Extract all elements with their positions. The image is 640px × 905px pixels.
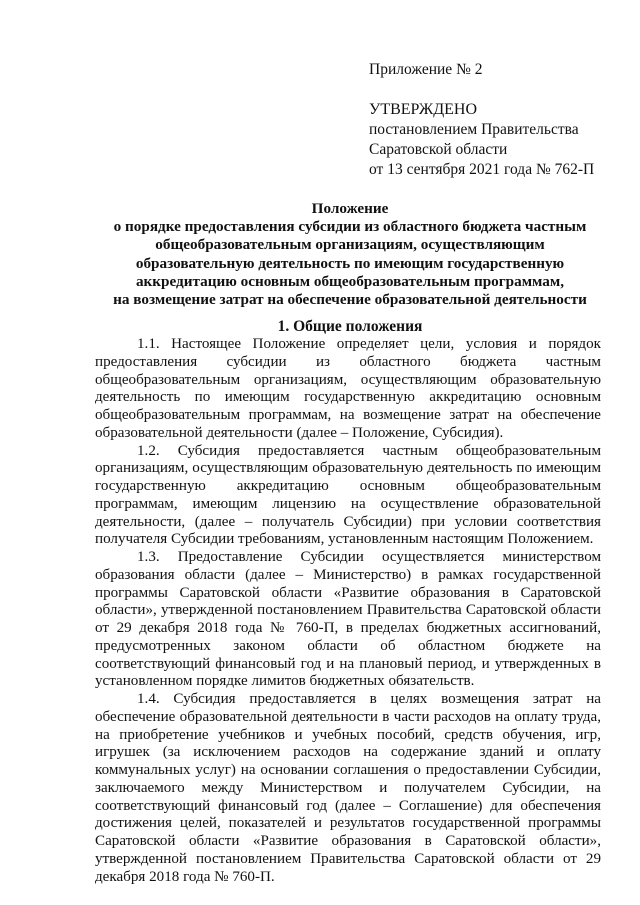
paragraph-1-4: 1.4. Субсидия предоставляется в целях возмещения затрат на обеспечение образовательной деятельности в части расходов на оплату труда, на приобретение учебников и учебных пособий, средств обучения, игр, игрушек (за исключением расходов на содержание зданий и оплату коммунальных услуг) на основании соглашения о предоставлении Субсидии, заключаемого между Министерством и получателем Субсидии, на соответствующий финансовый год (далее – Соглашение) для обеспечения достижения целей, показателей и результатов государственной программы Саратовской области «Развитие образования в Саратовской области», утвержденной постановлением Правительства Саратовской области от 29 декабря 2018 года № 760-П. bbox=[95, 691, 601, 885]
approved-stamp-text: УТВЕРЖДЕНО bbox=[369, 101, 478, 118]
title-line: общеобразовательным организациям, осуществляющим bbox=[155, 236, 545, 254]
document-title bbox=[90, 200, 610, 309]
paragraph-1-3: 1.3. Предоставление Субсидии осуществляется министерством образования области (далее – Министерство) в рамках государственной программы Саратовской области «Развитие образования в Саратовской области», утвержденной постановлением Правительства Саратовской области от 29 декабря 2018 года № 760-П, в пределах бюджетных ассигнований, предусмотренных законом области об областном бюджете на соответствующий финансовый год и на плановый период, и утвержденных в установленном порядке лимитов бюджетных обязательств. bbox=[95, 549, 601, 690]
section-body bbox=[95, 336, 601, 886]
approval-block bbox=[369, 60, 629, 180]
approval-line: постановлением Правительства bbox=[369, 121, 579, 138]
title-line: на возмещение затрат на обеспечение образовательной деятельности bbox=[113, 291, 587, 309]
paragraph-1-2: 1.2. Субсидия предоставляется частным общеобразовательным организациям, осуществляющим образовательную деятельность по имеющим государственную аккредитацию основным общеобразовательным программам, имеющим лицензию на осуществление образовательной деятельности, (далее – получатель Субсидии) при условии соответствия получателя Субсидии требованиям, установленным настоящим Положением. bbox=[95, 442, 601, 548]
title-line: образовательную деятельность по имеющим государственную bbox=[135, 254, 565, 272]
annex-label: Приложение № 2 bbox=[369, 61, 483, 78]
title-line: о порядке предоставления субсидии из областного бюджета частным bbox=[113, 218, 587, 236]
paragraph-1-1: 1.1. Настоящее Положение определяет цели, условия и порядок предоставления субсидии из областного бюджета частным общеобразовательным организациям, осуществляющим образовательную деятельность по имеющим государственную аккредитацию основным общеобразовательным программам, на возмещение затрат на обеспечение образовательной деятельности (далее – Положение, Субсидия). bbox=[95, 336, 601, 441]
approval-line: от 13 сентября 2021 года № 762-П bbox=[369, 161, 595, 178]
title-line: Положение bbox=[311, 200, 389, 217]
title-line: аккредитацию основным общеобразовательным программам, bbox=[135, 272, 565, 290]
approval-line: Саратовской области bbox=[369, 141, 508, 158]
section-heading: 1. Общие положения bbox=[277, 318, 423, 335]
